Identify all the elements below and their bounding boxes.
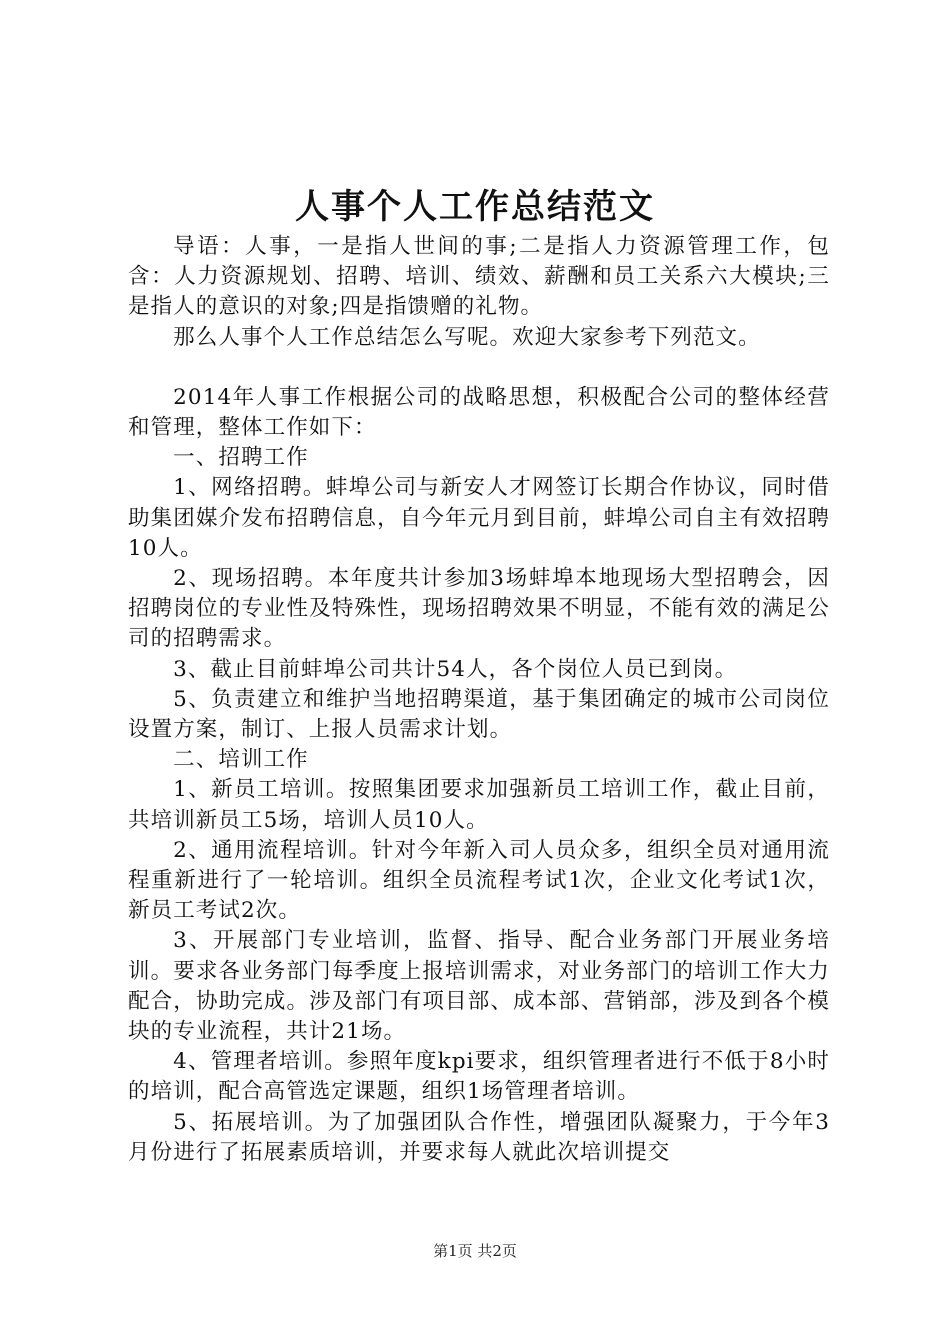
intro-paragraph: 那么人事个人工作总结怎么写呢。欢迎大家参考下列范文。: [173, 324, 761, 350]
page-number-footer: 第1页 共2页: [433, 1242, 517, 1260]
body-paragraph: 1、新员工培训。按照集团要求加强新员工培训工作，截止目前，共培训新员工5场，培训人员10人。: [128, 777, 830, 833]
document-body: [128, 232, 830, 1168]
body-paragraph: 3、截止目前蚌埠公司共计54人，各个岗位人员已到岗。: [173, 656, 738, 682]
body-paragraph: 2、现场招聘。本年度共计参加3场蚌埠本地现场大型招聘会，因招聘岗位的专业性及特殊性，现场招聘效果不明显，不能有效的满足公司的招聘需求。: [128, 566, 830, 652]
body-paragraph: 1、网络招聘。蚌埠公司与新安人才网签订长期合作协议，同时借助集团媒介发布招聘信息，自今年元月到目前，蚌埠公司自主有效招聘10人。: [128, 475, 830, 561]
body-paragraph: 5、负责建立和维护当地招聘渠道，基于集团确定的城市公司岗位设置方案，制订、上报人员需求计划。: [128, 686, 830, 743]
document-title: 人事个人工作总结范文: [295, 187, 655, 227]
section-heading: 一、招聘工作: [173, 445, 309, 471]
intro-paragraph: 导语：人事，一是指人世间的事;二是指人力资源管理工作，包含：人力资源规划、招聘、培训、绩效、薪酬和员工关系六大模块;三是指人的意识的对象;四是指馈赠的礼物。: [128, 234, 830, 320]
body-paragraph: 5、拓展培训。为了加强团队合作性，增强团队凝聚力，于今年3月份进行了拓展素质培训，并要求每人就此次培训提交: [128, 1109, 830, 1165]
body-paragraph: 2、通用流程培训。针对今年新入司人员众多，组织全员对通用流程重新进行了一轮培训。组织全员流程考试1次，企业文化考试1次，新员工考试2次。: [128, 837, 830, 924]
body-paragraph: 4、管理者培训。参照年度kpi要求，组织管理者进行不低于8小时的培训，配合高管选定课题，组织1场管理者培训。: [128, 1049, 830, 1105]
body-paragraph: 3、开展部门专业培训，监督、指导、配合业务部门开展业务培训。要求各业务部门每季度上报培训需求，对业务部门的培训工作大力配合，协助完成。涉及部门有项目部、成本部、营销部，涉及到各个模块的专业流程，共计21场。: [128, 928, 830, 1045]
body-paragraph: 2014年人事工作根据公司的战略思想，积极配合公司的整体经营和管理，整体工作如下：: [128, 384, 830, 441]
section-heading: 二、培训工作: [173, 747, 309, 773]
